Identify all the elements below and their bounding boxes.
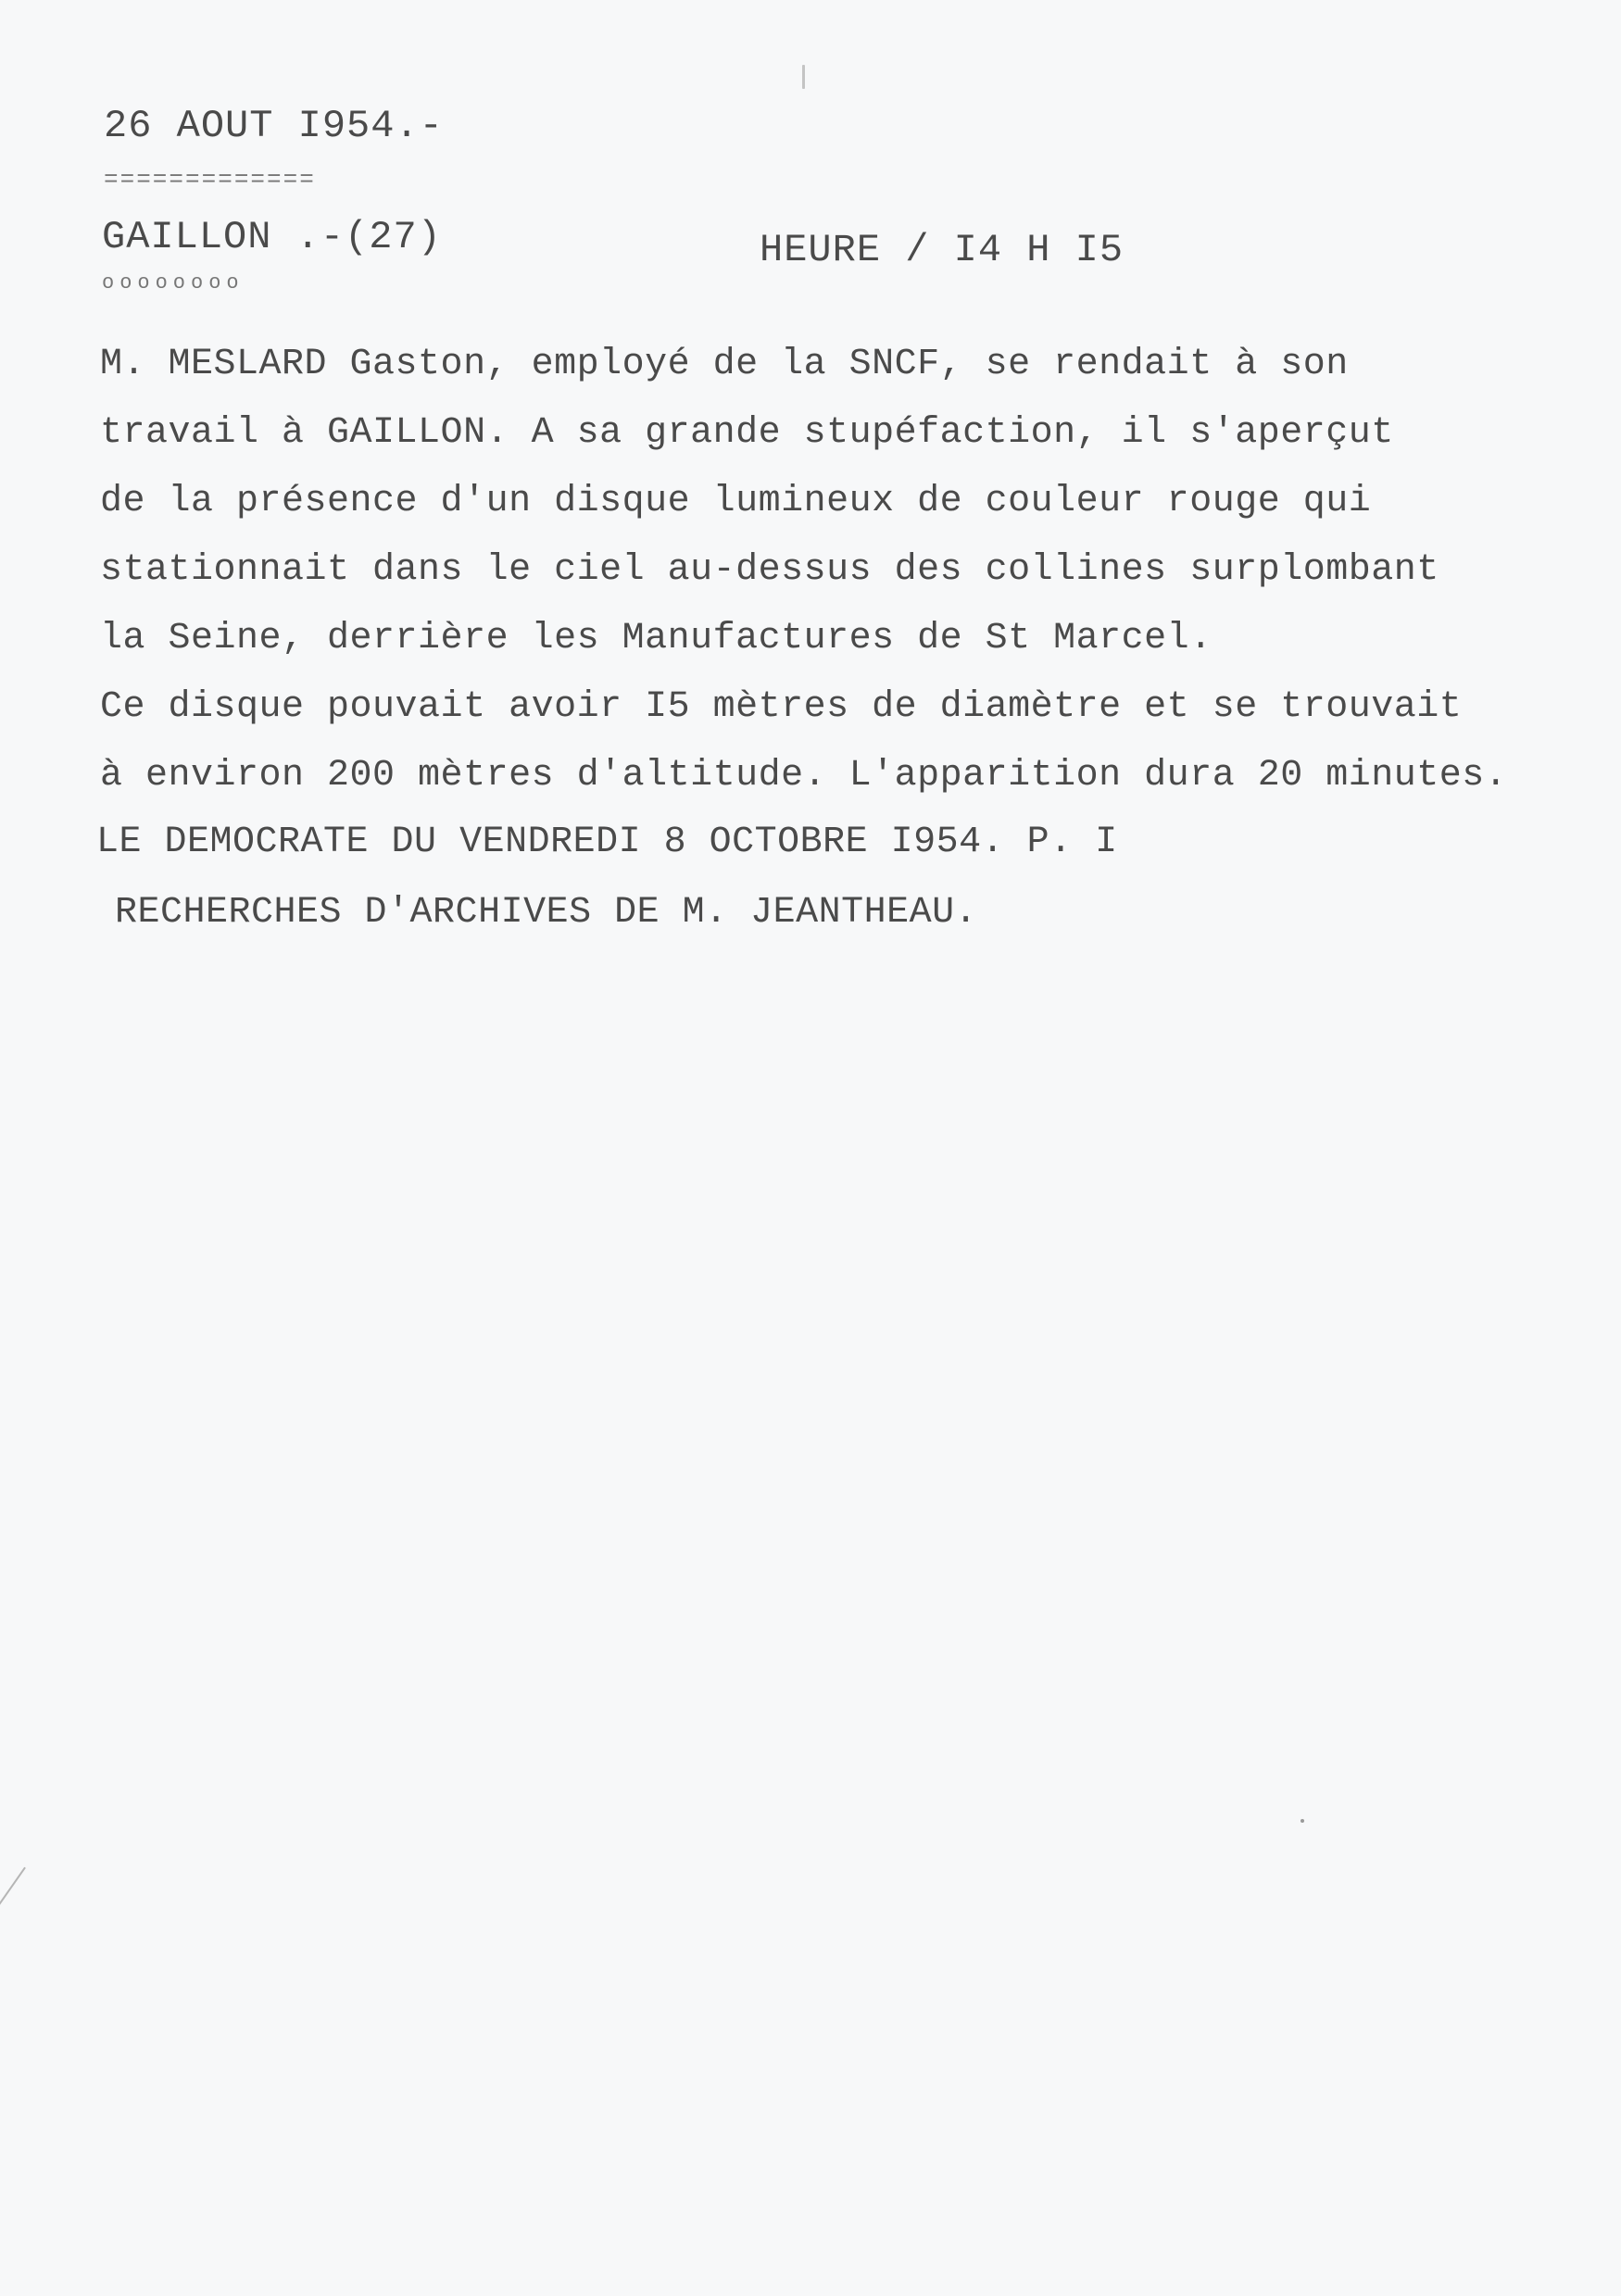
place-underline: oooooooo — [102, 271, 245, 295]
body-line: Ce disque pouvait avoir I5 mètres de diamètre et se trouvait — [100, 686, 1463, 728]
newspaper-source: LE DEMOCRATE DU VENDREDI 8 OCTOBRE I954. P. I — [96, 822, 1118, 863]
body-line: à environ 200 mètres d'altitude. L'apparition dura 20 minutes. — [100, 755, 1508, 797]
archive-credit: RECHERCHES D'ARCHIVES DE M. JEANTHEAU. — [115, 892, 978, 934]
date-underline: ============= — [104, 166, 316, 194]
body-line: stationnait dans le ciel au-dessus des collines surplombant — [100, 549, 1439, 591]
report-date: 26 AOUT I954.- — [104, 104, 444, 148]
body-line: la Seine, derrière les Manufactures de St Marcel. — [100, 618, 1213, 659]
report-time: HEURE / I4 H I5 — [760, 228, 1125, 272]
body-line: travail à GAILLON. A sa grande stupéfaction, il s'aperçut — [100, 412, 1394, 454]
paper-speck — [1301, 1819, 1304, 1823]
paper-speck — [802, 65, 805, 89]
body-line: de la présence d'un disque lumineux de couleur rouge qui — [100, 481, 1372, 522]
paper-scratch — [0, 1867, 26, 1921]
body-line: M. MESLARD Gaston, employé de la SNCF, se rendait à son — [100, 344, 1349, 385]
report-place: GAILLON .-(27) — [102, 215, 442, 259]
